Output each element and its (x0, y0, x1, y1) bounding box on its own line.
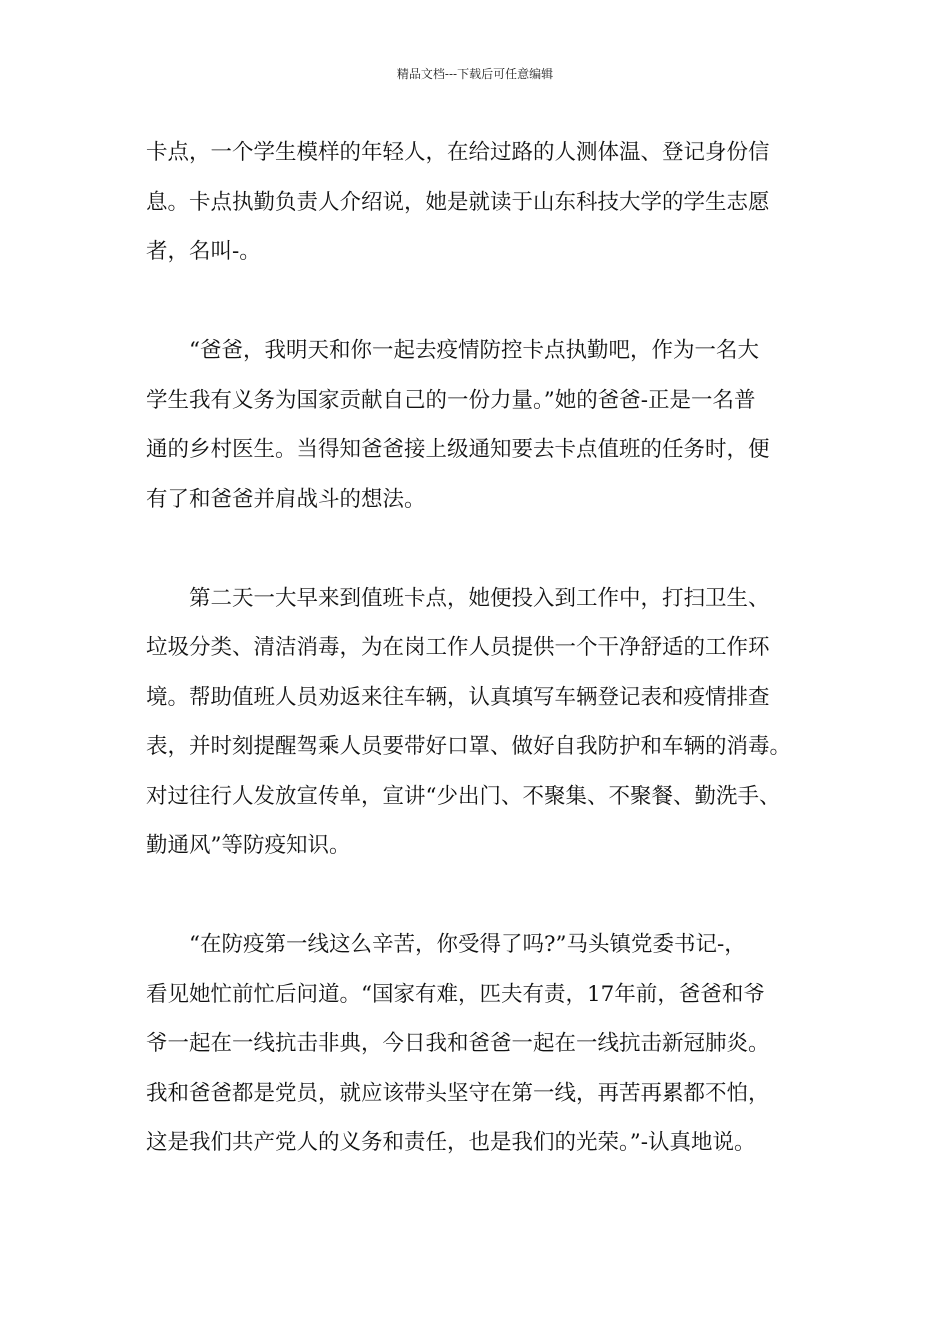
body-line: 表，并时刻提醒驾乘人员要带好口罩、做好自我防护和车辆的消毒。 (146, 734, 792, 759)
paragraph-gap (146, 524, 846, 574)
body-line: 对过往行人发放宣传单，宣讲“少出门、不聚集、不聚餐、勤洗手、 (146, 783, 781, 809)
body-line: 者，名叫-。 (146, 239, 261, 264)
body-line: 垃圾分类、清洁消毒，为在岗工作人员提供一个干净舒适的工作环 (146, 635, 770, 660)
body-line: “在防疫第一线这么辛苦，你受得了吗?”马头镇党委书记-， (146, 932, 746, 957)
body-line: 我和爸爸都是党员，就应该带头坚守在第一线，再苦再累都不怕， (146, 1080, 770, 1106)
body-line: 第二天一大早来到值班卡点，她便投入到工作中，打扫卫生、 (146, 585, 770, 611)
body-line: 学生我有义务为国家贡献自己的一份力量。”她的爸爸-正是一名普 (146, 387, 756, 413)
body-line: 这是我们共产党人的义务和责任，也是我们的光荣。”-认真地说。 (146, 1130, 756, 1155)
page-header: 精品文档---下载后可任意编辑 (396, 67, 554, 81)
body-line: 境。帮助值班人员劝返来往车辆，认真填写车辆登记表和疫情排查 (146, 684, 770, 710)
body-line: 爷一起在一线抗击非典，今日我和爸爸一起在一线抗击新冠肺炎。 (146, 1031, 770, 1056)
body-line: 看见她忙前忙后问道。“国家有难，匹夫有责，17年前，爸爸和爷 (146, 981, 765, 1007)
body-line: 息。卡点执勤负责人介绍说，她是就读于山东科技大学的学生志愿 (146, 189, 770, 215)
paragraph-gap (146, 871, 846, 921)
body-line: “爸爸，我明天和你一起去疫情防控卡点执勤吧，作为一名大 (146, 338, 759, 363)
body-line: 勤通风”等防疫知识。 (146, 833, 351, 858)
document-body (146, 128, 846, 1168)
body-line: 有了和爸爸并肩战斗的想法。 (146, 486, 426, 512)
body-line: 通的乡村医生。当得知爸爸接上级通知要去卡点值班的任务时，便 (146, 437, 770, 462)
paragraph-gap (146, 277, 846, 327)
body-line: 卡点，一个学生模样的年轻人，在给过路的人测体温、登记身份信 (146, 140, 770, 165)
